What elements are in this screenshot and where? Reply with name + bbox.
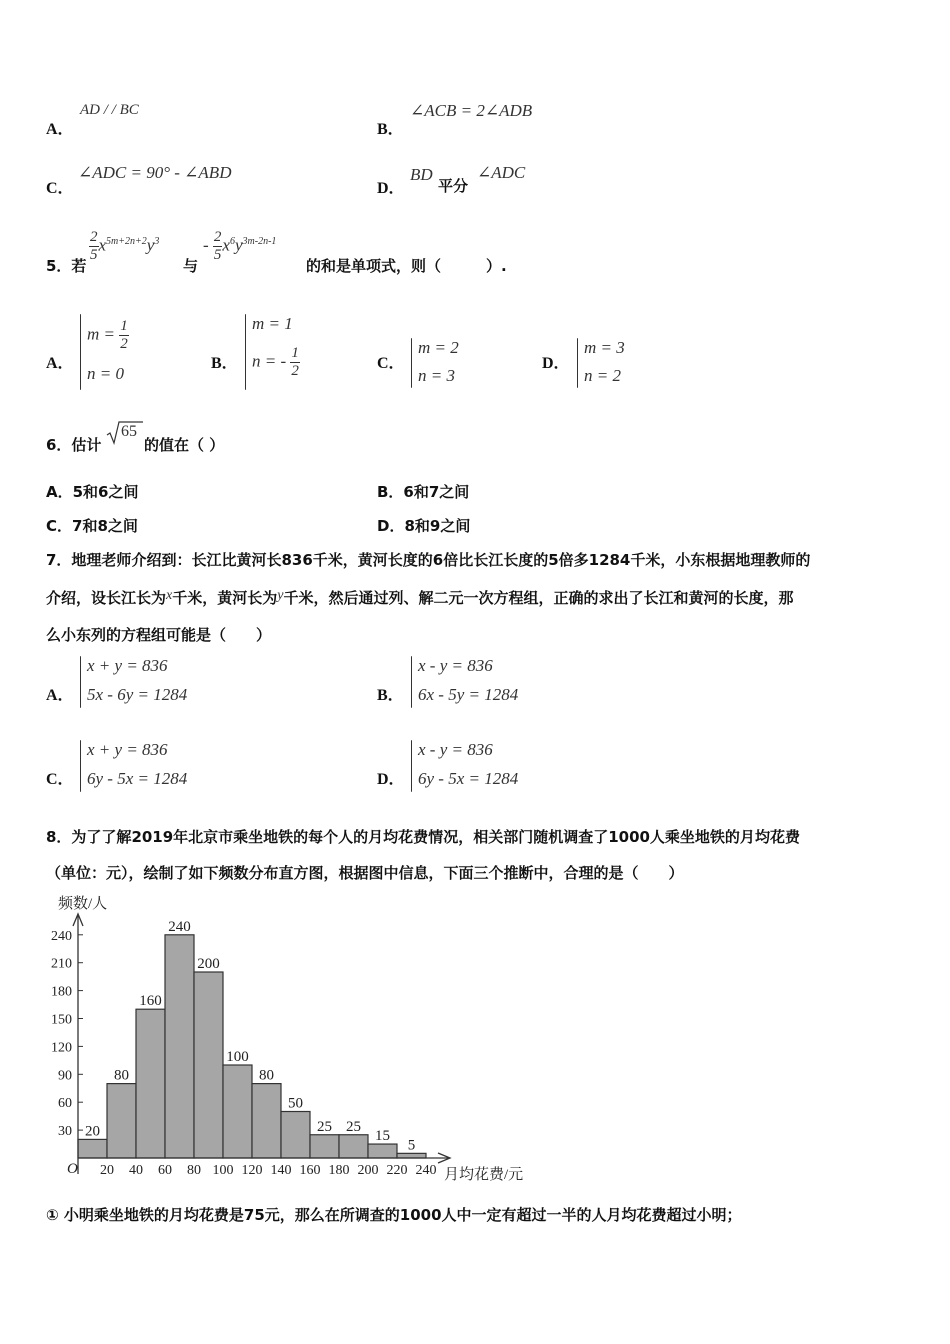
q5-option-c-line2: n = 3 [418,366,455,385]
q7-option-c-line1: x + y = 836 [87,740,168,759]
frequency-histogram [40,888,550,1188]
histogram-bar [281,1112,310,1159]
q7-line3: 么小东列的方程组可能是（ ） [46,626,272,644]
q7-option-a-line2: 5x - 6y = 1284 [87,685,188,704]
q4-option-d-expr1: BD [410,165,433,184]
y-tick-label: 30 [58,1124,72,1140]
q4-option-d-expr2: ∠ADC [477,163,526,182]
q5-monomial-1: $\frac{2}{5}$ $x^{5m+2n+2}y^3$ [90,229,160,263]
bar-value-label: 100 [226,1049,249,1065]
q6-option-c: C．7和8之间 [46,517,138,535]
q5-question-tail: 的和是单项式，则（ ）. [306,257,507,275]
q7-option-d-brace [411,740,412,792]
q7-option-b-brace [411,656,412,708]
origin-label: O [67,1161,78,1177]
y-tick-label: 120 [51,1040,72,1056]
y-tick-label: 180 [51,984,72,1000]
histogram-bar [252,1084,281,1158]
q5-option-c-brace [411,338,412,388]
q5-option-a-brace [80,314,81,390]
q4-option-d-text: 平分 [438,177,469,195]
x-tick-label: 240 [415,1163,437,1178]
q5-option-d-line1: m = 3 [584,338,625,357]
x-tick-label: 160 [299,1163,321,1178]
histogram-bar [397,1153,426,1158]
x-tick-label: 140 [270,1163,292,1178]
y-tick-label: 240 [51,928,72,944]
y-axis-title: 频数/人 [58,896,108,912]
q7-option-c-label: C． [46,771,74,788]
y-tick-label: 150 [51,1012,72,1028]
q5-option-b-line2: n = - $\frac{1}{2}$ [252,345,299,379]
bar-value-label: 80 [114,1067,129,1084]
histogram-bar [165,935,194,1158]
histogram-bar [310,1135,339,1158]
x-tick-label: 40 [129,1163,143,1178]
x-tick-label: 100 [212,1163,234,1178]
bar-value-label: 80 [259,1067,274,1084]
x-axis-title: 月均花费/元 [444,1167,524,1183]
q6-option-d: D．8和9之间 [377,517,471,535]
bar-value-label: 240 [168,918,191,935]
q6-option-a: A．5和6之间 [46,483,139,501]
q7-option-a-label: A． [46,687,74,704]
x-tick-label: 200 [357,1163,379,1178]
q7-option-d-line1: x - y = 836 [418,740,493,759]
histogram-bar [78,1139,107,1158]
bar-value-label: 15 [375,1128,390,1145]
y-tick-label: 210 [51,956,72,972]
bar-value-label: 25 [346,1118,361,1135]
y-tick-label: 90 [58,1068,72,1084]
q5-option-b-line1: m = 1 [252,314,293,333]
bar-value-label: 25 [317,1118,332,1135]
x-tick-label: 120 [241,1163,263,1178]
x-tick-label: 80 [187,1163,201,1178]
bar-value-label: 5 [407,1137,416,1154]
q7-option-c-brace [80,740,81,792]
q5-option-a-line1: m = $\frac{1}{2}$ [87,318,128,352]
q7-option-c-line2: 6y - 5x = 1284 [87,769,188,788]
q4-option-a-label: A． [46,121,74,138]
x-tick-label: 220 [386,1163,408,1178]
bar-value-label: 20 [85,1123,100,1140]
q5-option-b-brace [245,314,246,390]
q6-stem-b: 的值在（ ） [144,436,225,454]
q5-option-a-label: A． [46,355,74,372]
q5-option-c-label: C． [377,355,405,372]
q7-option-a-brace [80,656,81,708]
q5-monomial-2: - $\frac{2}{5}$ $x^6y^{3m-2n-1}$ [203,229,277,263]
bar-value-label: 200 [197,956,220,972]
q4-option-d-label: D． [377,180,405,197]
q8-line1: 8．为了了解2019年北京市乘坐地铁的每个人的月均花费情况，相关部门随机调查了1000人乘坐地铁的月均花费 [46,828,800,846]
q7-option-b-line2: 6x - 5y = 1284 [418,685,519,704]
x-tick-label: 20 [100,1163,114,1178]
q7-option-d-line2: 6y - 5x = 1284 [418,769,519,788]
q7-line2: 介绍，设长江长为x千米，黄河长为y千米，然后通过列、解二元一次方程组，正确的求出了长江和黄河的长度，那 [46,588,794,607]
q5-option-d-line2: n = 2 [584,366,621,385]
q7-option-b-label: B． [377,687,404,704]
q4-option-c-label: C． [46,180,74,197]
q5-option-a-line2: n = 0 [87,364,124,383]
q5-option-b-label: B． [211,355,238,372]
histogram-bar [223,1065,252,1158]
x-tick-label: 180 [328,1163,350,1178]
y-tick-label: 60 [58,1096,72,1112]
q4-option-b-expr: ∠ACB = 2∠ADB [410,101,533,120]
bar-value-label: 50 [288,1095,303,1112]
histogram-bar [107,1084,136,1158]
q5-option-d-label: D． [542,355,570,372]
q4-option-c-expr: ∠ADC = 90° - ∠ABD [78,163,232,182]
histogram-bar [194,972,223,1158]
q5-number: 5．若 [46,257,87,275]
bar-value-label: 160 [139,993,162,1010]
histogram-bar [368,1144,397,1158]
q7-line1: 7．地理老师介绍到：长江比黄河长836千米，黄河长度的6倍比长江长度的5倍多1284千米，小东根据地理教师的 [46,551,811,569]
q5-with: 与 [183,257,199,275]
q4-option-a-expr: AD / / BC [80,102,139,118]
q8-statement-1: ① 小明乘坐地铁的月均花费是75元，那么在所调查的1000人中一定有超过一半的人月均花费超过小明； [46,1206,742,1224]
q5-option-c-line1: m = 2 [418,338,459,357]
q4-option-b-label: B． [377,121,404,138]
q7-option-b-line1: x - y = 836 [418,656,493,675]
x-tick-label: 60 [158,1163,172,1178]
q6-option-b: B．6和7之间 [377,483,470,501]
q6-stem-a: 6．估计 [46,436,102,454]
q8-line2: （单位：元），绘制了如下频数分布直方图，根据图中信息，下面三个推断中，合理的是（ ） [46,864,684,882]
q7-option-a-line1: x + y = 836 [87,656,168,675]
histogram-bar [339,1135,368,1158]
q7-option-d-label: D． [377,771,405,788]
histogram-bar [136,1009,165,1158]
q5-option-d-brace [577,338,578,388]
